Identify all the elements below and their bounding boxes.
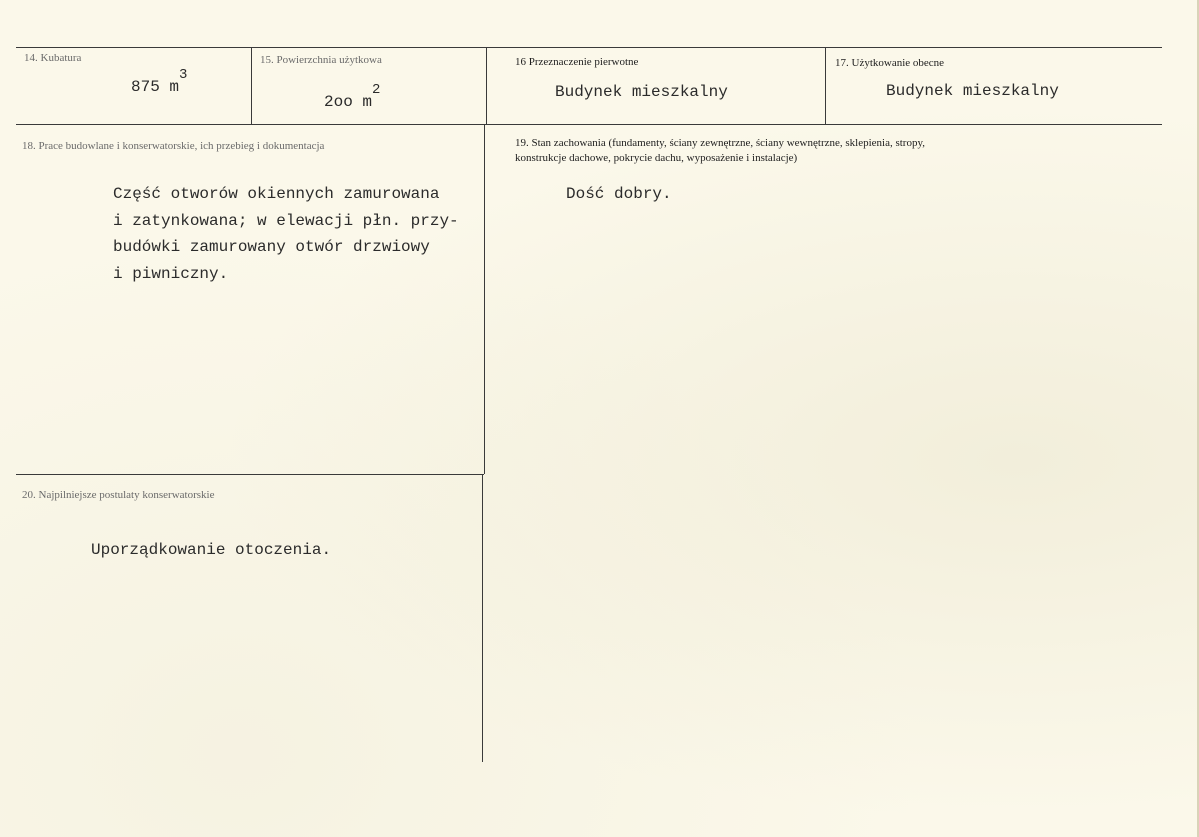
divider-14-15 xyxy=(251,47,252,125)
field-20-value: Uporządkowanie otoczenia. xyxy=(91,541,332,559)
field-15-unit-superscript: 2 xyxy=(372,82,381,98)
field-18-label: 18. Prace budowlane i konserwatorskie, ich przebieg i dokumentacja xyxy=(22,140,325,152)
field-17-value: Budynek mieszkalny xyxy=(886,82,1059,100)
divider-main-column xyxy=(484,124,485,474)
field-16-value: Budynek mieszkalny xyxy=(555,83,728,101)
field-18-line: i zatynkowana; w elewacji płn. przy- xyxy=(113,211,459,230)
field-15-label: 15. Powierzchnia użytkowa xyxy=(260,54,382,66)
field-14-label: 14. Kubatura xyxy=(24,52,82,64)
field-18-text xyxy=(113,181,459,287)
top-rule xyxy=(16,47,1162,48)
field-18-line: i piwniczny. xyxy=(113,264,229,283)
field-19-value: Dość dobry. xyxy=(566,185,672,203)
divider-15-16 xyxy=(486,47,487,125)
section-20-rule xyxy=(16,474,484,475)
field-18-line: budówki zamurowany otwór drzwiowy xyxy=(113,238,430,256)
field-17-label: 17. Użytkowanie obecne xyxy=(835,57,945,69)
divider-lower-column xyxy=(482,474,483,762)
field-14-number: 875 m xyxy=(131,78,180,96)
field-16-label: 16 Przeznaczenie pierwotne xyxy=(515,56,639,68)
field-19-label-line1: 19. Stan zachowania (fundamenty, ściany zewnętrzne, ściany wewnętrzne, sklepienia, stropy, xyxy=(515,137,926,149)
field-15-value xyxy=(324,82,381,111)
field-14-unit-superscript: 3 xyxy=(179,67,188,83)
field-20-label: 20. Najpilniejsze postulaty konserwatorskie xyxy=(22,489,215,501)
field-18-line: Część otworów okiennych zamurowana xyxy=(113,185,440,203)
field-14-value xyxy=(131,67,188,96)
field-19-label-line2: konstrukcje dachowe, pokrycie dachu, wyposażenie i instalacje) xyxy=(515,152,798,164)
divider-16-17 xyxy=(825,47,826,125)
header-bottom-rule xyxy=(16,124,1162,125)
field-15-number: 2oo m xyxy=(324,93,373,111)
